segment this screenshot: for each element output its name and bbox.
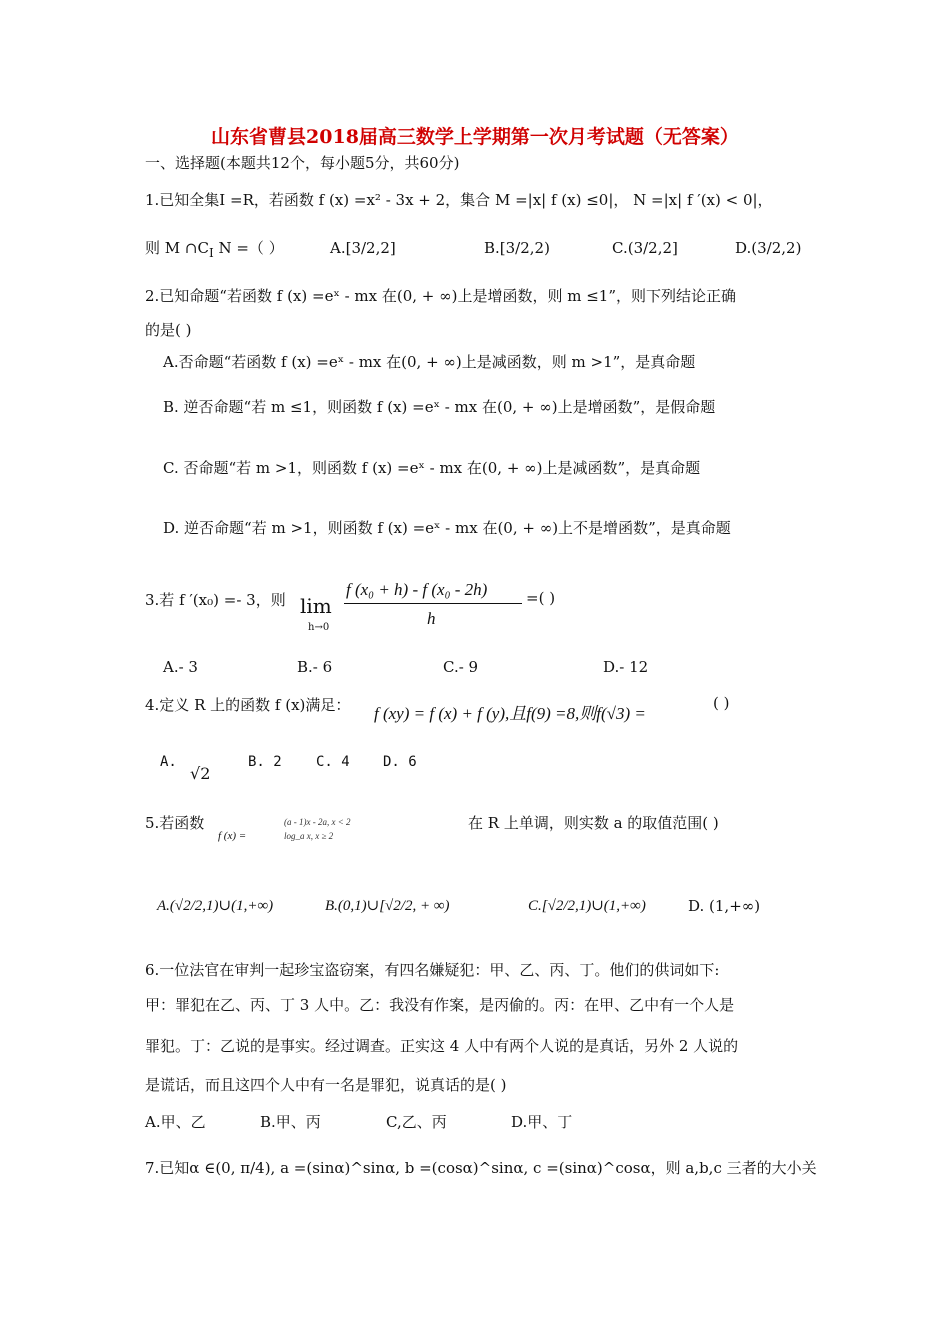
q6-line-3: 罪犯。丁：乙说的是事实。经过调查。正实这 4 人中有两个人说的是真话，另外 2 人说的 [145,1037,739,1055]
q3-fraction-bar [344,603,522,604]
q5-piece-2: log_a x, x ≥ 2 [284,831,334,841]
q3-option-b: B.- 6 [297,658,333,676]
q5-stem-2: 在 R 上单调，则实数 a 的取值范围( ) [468,814,719,832]
q6-line-2: 甲：罪犯在乙、丙、丁 3 人中。乙：我没有作案，是丙偷的。丙：在甲、乙中有一个人是 [145,996,735,1014]
q2-stem: 2.已知命题“若函数 f (x) =eˣ - mx 在(0, + ∞)上是增函数，则 m ≤1”，则下列结论正确 [145,287,737,305]
q1-sub: I [208,246,214,260]
q3-stem: 3.若 f ′(x₀) =- 3，则 [145,591,286,609]
q5-option-a: A.(√2/2,1)∪(1,+∞) [157,898,274,914]
q3-numerator: f (x₀ + h) - f (x₀ - 2h) [346,580,488,599]
q3-denominator: h [427,609,436,628]
q1-text: 则 M ∩C [145,239,209,257]
page-title: 山东省曹县2018届高三数学上学期第一次月考试题（无答案） [211,126,739,148]
q6-option-a: A.甲、乙 [145,1113,206,1131]
q3-option-a: A.- 3 [163,658,198,676]
q4-option-b: B. 2 [248,754,282,770]
q4-paren: ( ) [713,694,730,712]
q3-option-c: C.- 9 [443,658,479,676]
q4-option-c: C. 4 [316,754,350,770]
q1-option-b: B.[3/2,2) [484,239,550,257]
q5-stem: 5.若函数 [145,814,205,832]
q1-stem: 1.已知全集I =R，若函数 f (x) =x² - 3x + 2，集合 M =|x| f (x) ≤0|， N =|x| f ′(x) < 0|， [145,191,773,209]
q6-line-1: 6.一位法官在审判一起珍宝盗窃案，有四名嫌疑犯：甲、乙、丙、丁。他们的供词如下: [145,961,720,979]
q5-option-c: C.[√2/2,1)∪(1,+∞) [528,898,646,914]
q6-option-b: B.甲、丙 [260,1113,321,1131]
q4-formula: f (xy) = f (x) + f (y),且f(9) =8,则f(√3) = [374,704,646,723]
q5-fx: f (x) = [218,830,247,842]
q1-paren: N =（ ） [213,239,284,257]
section-heading: 一、选择题(本题共12个，每小题5分，共60分) [145,154,460,172]
q2-stem-2: 的是( ) [145,321,192,339]
q3-option-d: D.- 12 [603,658,649,676]
q4-option-d: D. 6 [383,754,417,770]
q4-stem: 4.定义 R 上的函数 f (x)满足： [145,696,351,714]
q6-option-c: C,乙、丙 [386,1113,447,1131]
q2-option-a: A.否命题“若函数 f (x) =eˣ - mx 在(0, + ∞)上是减函数，则 m >1”，是真命题 [163,353,696,371]
q7-stem: 7.已知α ∈(0, π/4), a =(sinα)^sinα, b =(cosα)^sinα, c =(sinα)^cosα，则 a,b,c 三者的大小关 [145,1159,817,1177]
q2-option-b: B. 逆否命题“若 m ≤1，则函数 f (x) =eˣ - mx 在(0, + ∞)上是增函数”，是假命题 [163,398,716,416]
q5-option-b: B.(0,1)∪[√2/2, + ∞) [325,898,450,914]
q3-tail: =( ) [526,589,556,607]
q3-lim-sub: h→0 [308,622,330,633]
q1-option-d: D.(3/2,2) [735,239,802,257]
q6-line-4: 是谎话，而且这四个人中有一名是罪犯，说真话的是( ) [145,1076,507,1094]
q5-piece-1: (a - 1)x - 2a, x < 2 [284,817,351,827]
q4-option-a: A. [160,754,177,770]
q3-lim: lim [300,594,332,618]
q2-option-c: C. 否命题“若 m >1，则函数 f (x) =eˣ - mx 在(0, + ∞)上是减函数”，是真命题 [163,459,701,477]
q6-option-d: D.甲、丁 [511,1113,573,1131]
q2-option-d: D. 逆否命题“若 m >1，则函数 f (x) =eˣ - mx 在(0, + ∞)上不是增函数”，是真命题 [163,519,731,537]
q1-option-a: A.[3/2,2] [330,239,396,257]
q4-option-a-value: √2 [190,764,211,783]
q1-stem-2 [145,238,284,263]
q1-option-c: C.(3/2,2] [612,239,678,257]
q5-option-d: D. (1,+∞) [688,897,761,915]
